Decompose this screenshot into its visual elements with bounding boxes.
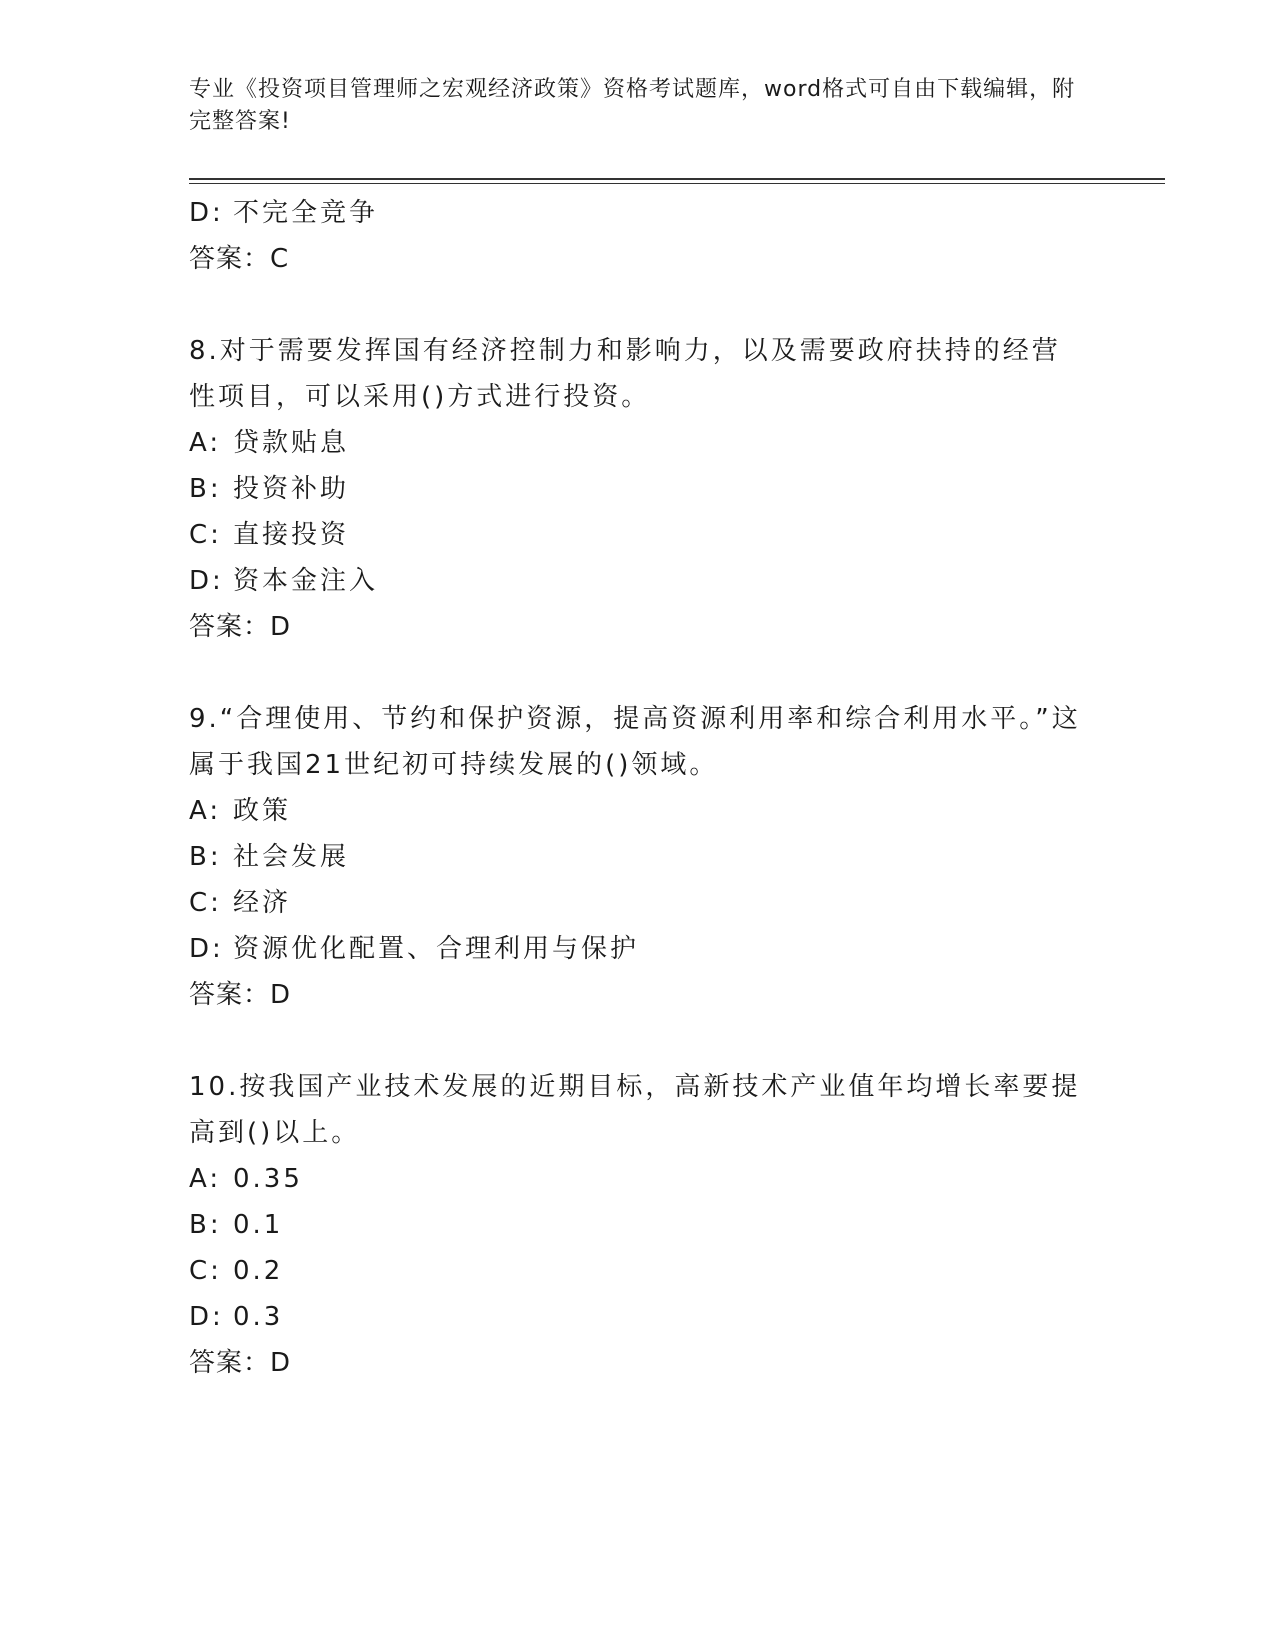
document-header: 专业《投资项目管理师之宏观经济政策》资格考试题库，word格式可自由下载编辑，附完整答案! bbox=[189, 77, 1076, 134]
option-letter: D: bbox=[189, 198, 224, 228]
option-letter: A: bbox=[189, 796, 222, 826]
question-stem: 10.按我国产业技术发展的近期目标，高新技术产业值年均增长率要提高到()以上。 bbox=[189, 1072, 1081, 1148]
option-item bbox=[189, 788, 1089, 834]
option-text: 政策 bbox=[233, 796, 292, 826]
option-item bbox=[189, 880, 1089, 926]
option-text: 0.35 bbox=[233, 1164, 303, 1194]
option-letter: C: bbox=[189, 1256, 222, 1286]
option-text: 0.3 bbox=[233, 1302, 284, 1332]
option-item bbox=[189, 420, 1089, 466]
question-stem: 8.对于需要发挥国有经济控制力和影响力，以及需要政府扶持的经营性项目，可以采用()方式进行投资。 bbox=[189, 336, 1061, 412]
question-content bbox=[189, 190, 1089, 1386]
option-item bbox=[189, 1294, 1089, 1340]
answer-line: 答案：D bbox=[189, 1348, 292, 1378]
option-text: 0.2 bbox=[233, 1256, 284, 1286]
option-item bbox=[189, 190, 1089, 236]
option-letter: B: bbox=[189, 842, 222, 872]
option-text: 直接投资 bbox=[233, 520, 350, 550]
option-letter: B: bbox=[189, 474, 222, 504]
option-item bbox=[189, 512, 1089, 558]
answer-line: 答案：C bbox=[189, 244, 290, 274]
option-text: 不完全竞争 bbox=[233, 198, 379, 228]
option-letter: C: bbox=[189, 888, 222, 918]
option-item bbox=[189, 1156, 1089, 1202]
option-item bbox=[189, 558, 1089, 604]
option-text: 资本金注入 bbox=[233, 566, 379, 596]
option-letter: C: bbox=[189, 520, 222, 550]
option-text: 经济 bbox=[233, 888, 292, 918]
option-item bbox=[189, 926, 1089, 972]
question-stem: 9.“合理使用、节约和保护资源，提高资源利用率和综合利用水平。”这属于我国21世纪初可持续发展的()领域。 bbox=[189, 704, 1081, 780]
header-divider-thick bbox=[189, 178, 1165, 180]
option-item bbox=[189, 834, 1089, 880]
option-letter: B: bbox=[189, 1210, 222, 1240]
option-item bbox=[189, 1202, 1089, 1248]
answer-line: 答案：D bbox=[189, 612, 292, 642]
option-text: 资源优化配置、合理利用与保护 bbox=[233, 934, 640, 964]
option-letter: D: bbox=[189, 1302, 224, 1332]
option-item bbox=[189, 466, 1089, 512]
option-item bbox=[189, 1248, 1089, 1294]
option-letter: A: bbox=[189, 428, 222, 458]
option-text: 0.1 bbox=[233, 1210, 284, 1240]
option-text: 投资补助 bbox=[233, 474, 350, 504]
option-text: 社会发展 bbox=[233, 842, 350, 872]
option-letter: D: bbox=[189, 566, 224, 596]
option-letter: D: bbox=[189, 934, 224, 964]
option-text: 贷款贴息 bbox=[233, 428, 350, 458]
option-letter: A: bbox=[189, 1164, 222, 1194]
header-divider-thin bbox=[189, 183, 1165, 184]
answer-line: 答案：D bbox=[189, 980, 292, 1010]
